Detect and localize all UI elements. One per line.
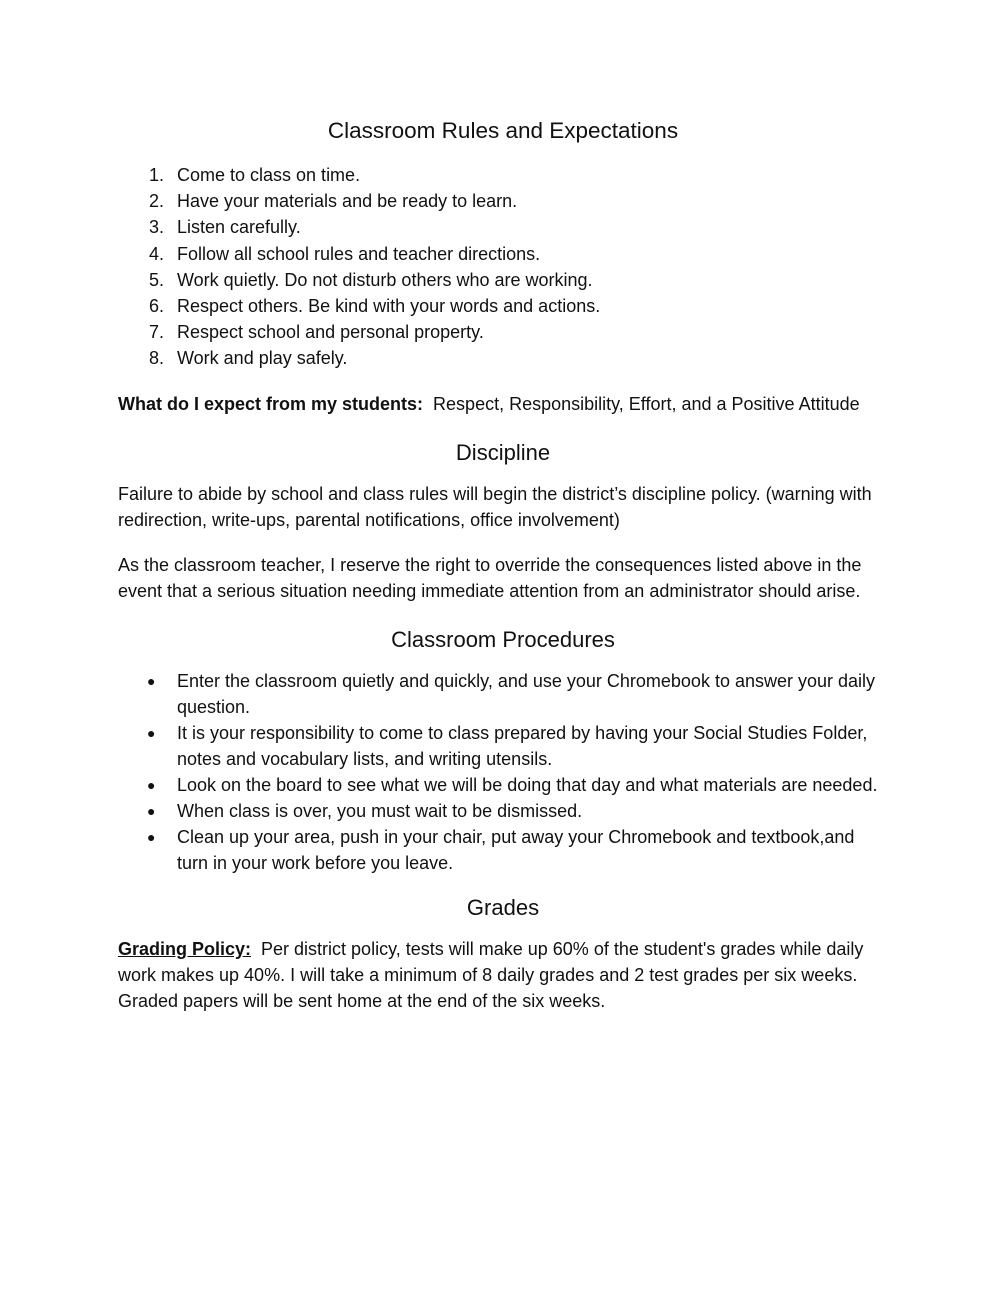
- list-item: [118, 162, 888, 188]
- bullet-icon: ●: [147, 672, 156, 689]
- procedure-text: Clean up your area, push in your chair, put away your Chromebook and textbook,and turn in your work before you leave.: [177, 826, 855, 873]
- list-number: 4.: [148, 243, 164, 264]
- list-number: 1.: [148, 165, 164, 185]
- procedures-heading: Classroom Procedures: [391, 626, 615, 652]
- page-title: Classroom Rules and Expectations: [327, 118, 679, 143]
- grades-heading: Grades: [466, 894, 540, 920]
- rule-text: Work and play safely.: [177, 348, 348, 369]
- rule-text: Come to class on time.: [177, 165, 361, 185]
- grading-policy-text: Per district policy, tests will make up 60% of the student's grades while daily work makes up 40%. I will take a minimum of 8 daily grades and 2 test grades per six weeks. Graded papers will be sent home at the end of the six weeks.: [118, 938, 869, 1011]
- list-item: [118, 188, 888, 214]
- bullet-icon: ●: [147, 724, 156, 741]
- discipline-paragraph: Failure to abide by school and class rules will begin the district’s discipline policy. (warning with redirection, write-ups, parental notifications, office involvement): [118, 483, 872, 530]
- procedures-list: [118, 668, 888, 876]
- procedure-text: When class is over, you must wait to be dismissed.: [177, 800, 583, 821]
- rule-text: Respect school and personal property.: [177, 322, 484, 343]
- list-number: 7.: [148, 322, 164, 343]
- procedure-text: Look on the board to see what we will be doing that day and what materials are needed.: [177, 774, 878, 795]
- list-item: [118, 293, 888, 319]
- list-item: [118, 214, 888, 240]
- rule-text: Work quietly. Do not disturb others who are working.: [177, 269, 593, 290]
- list-item: [118, 798, 888, 824]
- expectations-label: What do I expect from my students:: [118, 393, 424, 414]
- list-item: [118, 241, 888, 267]
- list-item: [118, 772, 888, 798]
- document-page: [118, 114, 888, 1014]
- expectations-text: Respect, Responsibility, Effort, and a Positive Attitude: [423, 393, 860, 414]
- list-item: [118, 267, 888, 293]
- list-item: [118, 824, 888, 876]
- list-number: 8.: [148, 348, 164, 369]
- rule-text: Have your materials and be ready to learn.: [177, 191, 518, 212]
- discipline-heading: Discipline: [455, 439, 551, 465]
- grading-policy-label: Grading Policy:: [118, 938, 252, 959]
- rule-text: Respect others. Be kind with your words and actions.: [177, 296, 601, 317]
- list-item: [118, 345, 888, 371]
- bullet-icon: ●: [147, 802, 156, 819]
- teacher-rights-paragraph: As the classroom teacher, I reserve the right to override the consequences listed above in the event that a serious situation needing immediate attention from an administrator should arise.: [118, 554, 862, 601]
- list-number: 5.: [148, 269, 164, 290]
- rule-text: Follow all school rules and teacher directions.: [177, 243, 541, 264]
- list-item: [118, 319, 888, 345]
- list-item: [118, 668, 888, 720]
- procedure-text: Enter the classroom quietly and quickly, and use your Chromebook to answer your daily question.: [177, 670, 876, 717]
- procedure-text: It is your responsibility to come to class prepared by having your Social Studies Folder, notes and vocabulary lists, and writing utensils.: [177, 722, 868, 769]
- rules-list: [118, 162, 888, 372]
- rule-text: Listen carefully.: [177, 217, 301, 238]
- expectations-paragraph: [118, 391, 888, 417]
- list-number: 6.: [148, 296, 164, 317]
- grading-policy-paragraph: [118, 936, 888, 1014]
- bullet-icon: ●: [147, 828, 156, 845]
- list-number: 3.: [148, 217, 164, 238]
- list-item: [118, 720, 888, 772]
- bullet-icon: ●: [147, 776, 156, 793]
- list-number: 2.: [148, 191, 164, 212]
